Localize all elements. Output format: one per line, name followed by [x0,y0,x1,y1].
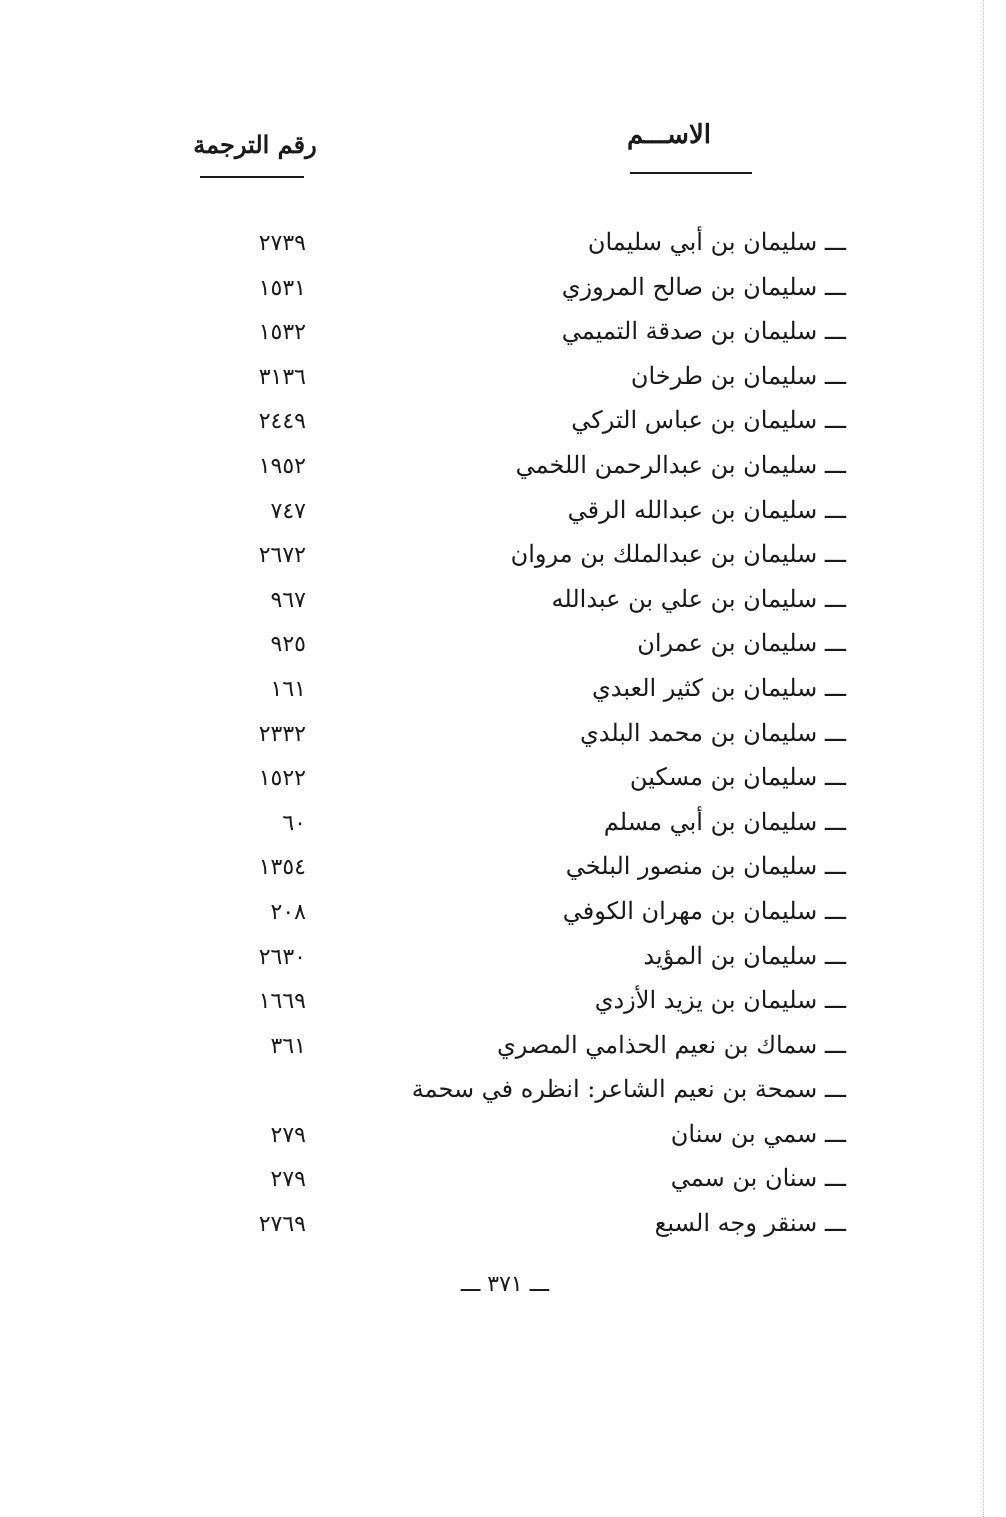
column-header-name: الاســـم [627,120,711,150]
entry-name: ـــ سليمان بن عبدالملك بن مروان [510,540,846,569]
entry-name: ـــ سليمان بن علي بن عبدالله [551,584,846,613]
entry-name: ـــ سليمان بن كثير العبدي [591,673,846,702]
entry-number: ٢٦٣٠ [258,944,306,970]
entry-number: ١٣٥٤ [258,855,306,881]
entry-name: ـــ سليمان بن طرخان [630,361,846,390]
entry-number: ٢٦٧٢ [258,543,306,569]
entry-number: ١٥٢٢ [258,766,306,792]
entry-number: ١٩٥٢ [258,453,306,479]
entry-number: ٢٧٩ [270,1122,306,1148]
entry-number: ١٦١ [270,676,306,702]
entry-name: ـــ سنقر وجه السبع [654,1209,846,1238]
entry-name: ـــ سليمان بن مهران الكوفي [562,896,846,925]
index-entry-row [0,1069,1006,1114]
index-entry-row [0,891,1006,936]
entry-number: ١٥٣٢ [258,320,306,346]
index-entry-row [0,757,1006,802]
entry-number: ٣١٣٦ [258,364,306,390]
entry-name: ـــ سمي بن سنان [670,1119,846,1148]
entry-name: ـــ سليمان بن صدقة التميمي [561,317,846,346]
index-entry-row [0,846,1006,891]
entry-number: ٩٢٥ [270,632,306,658]
entry-name: ـــ سليمان بن أبي مسلم [603,807,846,836]
index-entry-row [0,623,1006,668]
index-entry-row [0,445,1006,490]
entry-name: ـــ سليمان بن يزيد الأزدي [594,986,846,1015]
index-entry-row [0,1114,1006,1159]
index-entry-row [0,802,1006,847]
index-entry-row [0,713,1006,758]
index-entry-row [0,267,1006,312]
index-entry-row [0,579,1006,624]
entry-name: ـــ سليمان بن المؤيد [643,941,846,970]
index-entry-row [0,222,1006,267]
entry-name: ـــ سليمان بن أبي سليمان [587,228,846,256]
index-entry-row [0,936,1006,981]
entry-name: ـــ سليمان بن عبدالرحمن اللخمي [515,450,846,479]
index-entry-row [0,668,1006,713]
entry-number: ٢٧٦٩ [258,1212,306,1238]
entry-name: ـــ سمحة بن نعيم الشاعر: انظره في سحمة [411,1075,846,1104]
index-entry-row [0,490,1006,535]
entry-name: ـــ سليمان بن صالح المروزي [561,272,846,301]
index-entry-row [0,980,1006,1025]
index-entry-row [0,400,1006,445]
index-entry-row [0,1158,1006,1203]
entry-number: ١٥٣١ [258,275,306,301]
column-header-name-underline [630,172,752,174]
entry-number: ٢٠٨ [270,899,306,925]
index-entry-row [0,534,1006,579]
index-entry-row [0,356,1006,401]
entry-name: ـــ سليمان بن عمران [637,629,846,658]
entry-name: ـــ سليمان بن عباس التركي [571,406,846,435]
entry-number: ٦٠ [282,810,306,836]
index-entries [0,222,1006,1248]
page-number: ـــ ٣٧١ ـــ [460,1272,550,1297]
entry-name: ـــ سنان بن سمي [670,1164,846,1193]
index-entry-row [0,311,1006,356]
entry-number: ٩٦٧ [270,587,306,613]
entry-number: ٧٤٧ [270,498,306,524]
column-header-number-underline [200,176,304,178]
entry-name: ـــ سماك بن نعيم الحذامي المصري [496,1030,846,1059]
index-entry-row [0,1203,1006,1248]
entry-number: ٢٧٣٩ [258,231,306,256]
entry-number: ٢٣٣٢ [258,721,306,747]
entry-name: ـــ سليمان بن عبدالله الرقي [567,495,846,524]
entry-name: ـــ سليمان بن منصور البلخي [565,852,846,881]
entry-name: ـــ سليمان بن محمد البلدي [579,718,846,747]
index-entry-row [0,1025,1006,1070]
entry-number: ٢٧٩ [270,1167,306,1193]
column-header-number: رقم الترجمة [193,130,317,159]
entry-number: ٢٤٤٩ [258,409,306,435]
entry-number: ٣٦١ [270,1033,306,1059]
entry-name: ـــ سليمان بن مسكين [629,763,846,792]
entry-number: ١٦٦٩ [258,989,306,1015]
